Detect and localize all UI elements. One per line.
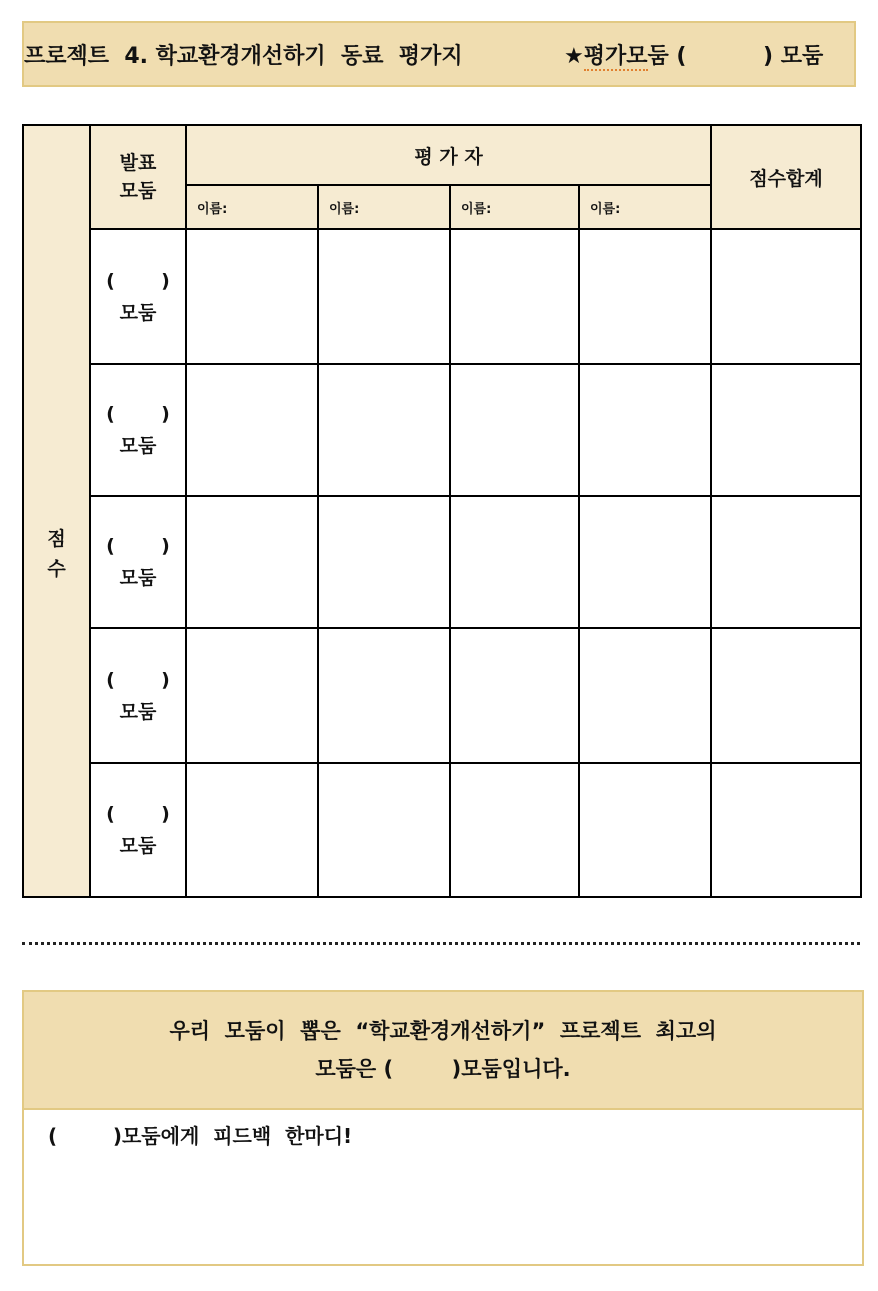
worksheet-title: 프로젝트 4. 학교환경개선하기 동료 평가지 (24, 43, 463, 69)
score-cell[interactable] (579, 763, 711, 897)
score-cell[interactable] (450, 763, 579, 897)
score-side-label: 점 수 (23, 125, 90, 897)
dotted-divider (22, 942, 860, 945)
table-row (23, 763, 861, 897)
score-cell[interactable] (450, 628, 579, 763)
evaluator-name-field[interactable]: 이름: (579, 185, 711, 229)
presenter-group-cell[interactable]: ( ) 모둠 (90, 364, 186, 496)
score-cell[interactable] (579, 364, 711, 496)
evaluator-name-field[interactable]: 이름: (318, 185, 450, 229)
evaluating-group-label: 평가모 (583, 43, 648, 69)
best-group-line-1: 우리 모둠이 뽑은 “학교환경개선하기” 프로젝트 최고의 (169, 1019, 717, 1043)
evaluating-group-blank[interactable]: 둠 ( ) 모둠 (647, 43, 824, 69)
evaluator-name-field[interactable]: 이름: (186, 185, 318, 229)
score-total-header: 점수합계 (711, 125, 861, 229)
evaluator-header: 평 가 자 (186, 125, 711, 185)
score-cell[interactable] (450, 364, 579, 496)
title-bar (22, 21, 856, 87)
table-row (23, 496, 861, 628)
score-cell[interactable] (186, 628, 318, 763)
score-cell[interactable] (318, 496, 450, 628)
score-cell[interactable] (318, 763, 450, 897)
evaluator-name-field[interactable]: 이름: (450, 185, 579, 229)
score-cell[interactable] (579, 496, 711, 628)
table-row (23, 229, 861, 364)
best-group-box (22, 990, 864, 1266)
best-group-header (24, 992, 862, 1110)
table-row (23, 628, 861, 763)
star-icon: ★ (564, 43, 584, 69)
presenter-group-cell[interactable]: ( ) 모둠 (90, 628, 186, 763)
table-row (23, 364, 861, 496)
presenter-group-cell[interactable]: ( ) 모둠 (90, 763, 186, 897)
score-cell[interactable] (186, 229, 318, 364)
total-cell[interactable] (711, 229, 861, 364)
score-cell[interactable] (579, 229, 711, 364)
score-cell[interactable] (450, 496, 579, 628)
total-cell[interactable] (711, 364, 861, 496)
score-cell[interactable] (318, 364, 450, 496)
score-cell[interactable] (186, 364, 318, 496)
total-cell[interactable] (711, 496, 861, 628)
feedback-prompt[interactable]: ( )모둠에게 피드백 한마디! (48, 1124, 353, 1148)
score-cell[interactable] (186, 763, 318, 897)
presenter-group-header: 발표 모둠 (90, 125, 186, 229)
evaluating-group-field (564, 39, 823, 70)
best-group-line-2[interactable]: 모둠은 ( )모둠입니다. (315, 1057, 571, 1081)
score-cell[interactable] (579, 628, 711, 763)
score-cell[interactable] (318, 628, 450, 763)
score-cell[interactable] (450, 229, 579, 364)
presenter-group-cell[interactable]: ( ) 모둠 (90, 229, 186, 364)
score-cell[interactable] (186, 496, 318, 628)
presenter-group-cell[interactable]: ( ) 모둠 (90, 496, 186, 628)
score-cell[interactable] (318, 229, 450, 364)
total-cell[interactable] (711, 628, 861, 763)
total-cell[interactable] (711, 763, 861, 897)
peer-evaluation-table (22, 124, 862, 898)
